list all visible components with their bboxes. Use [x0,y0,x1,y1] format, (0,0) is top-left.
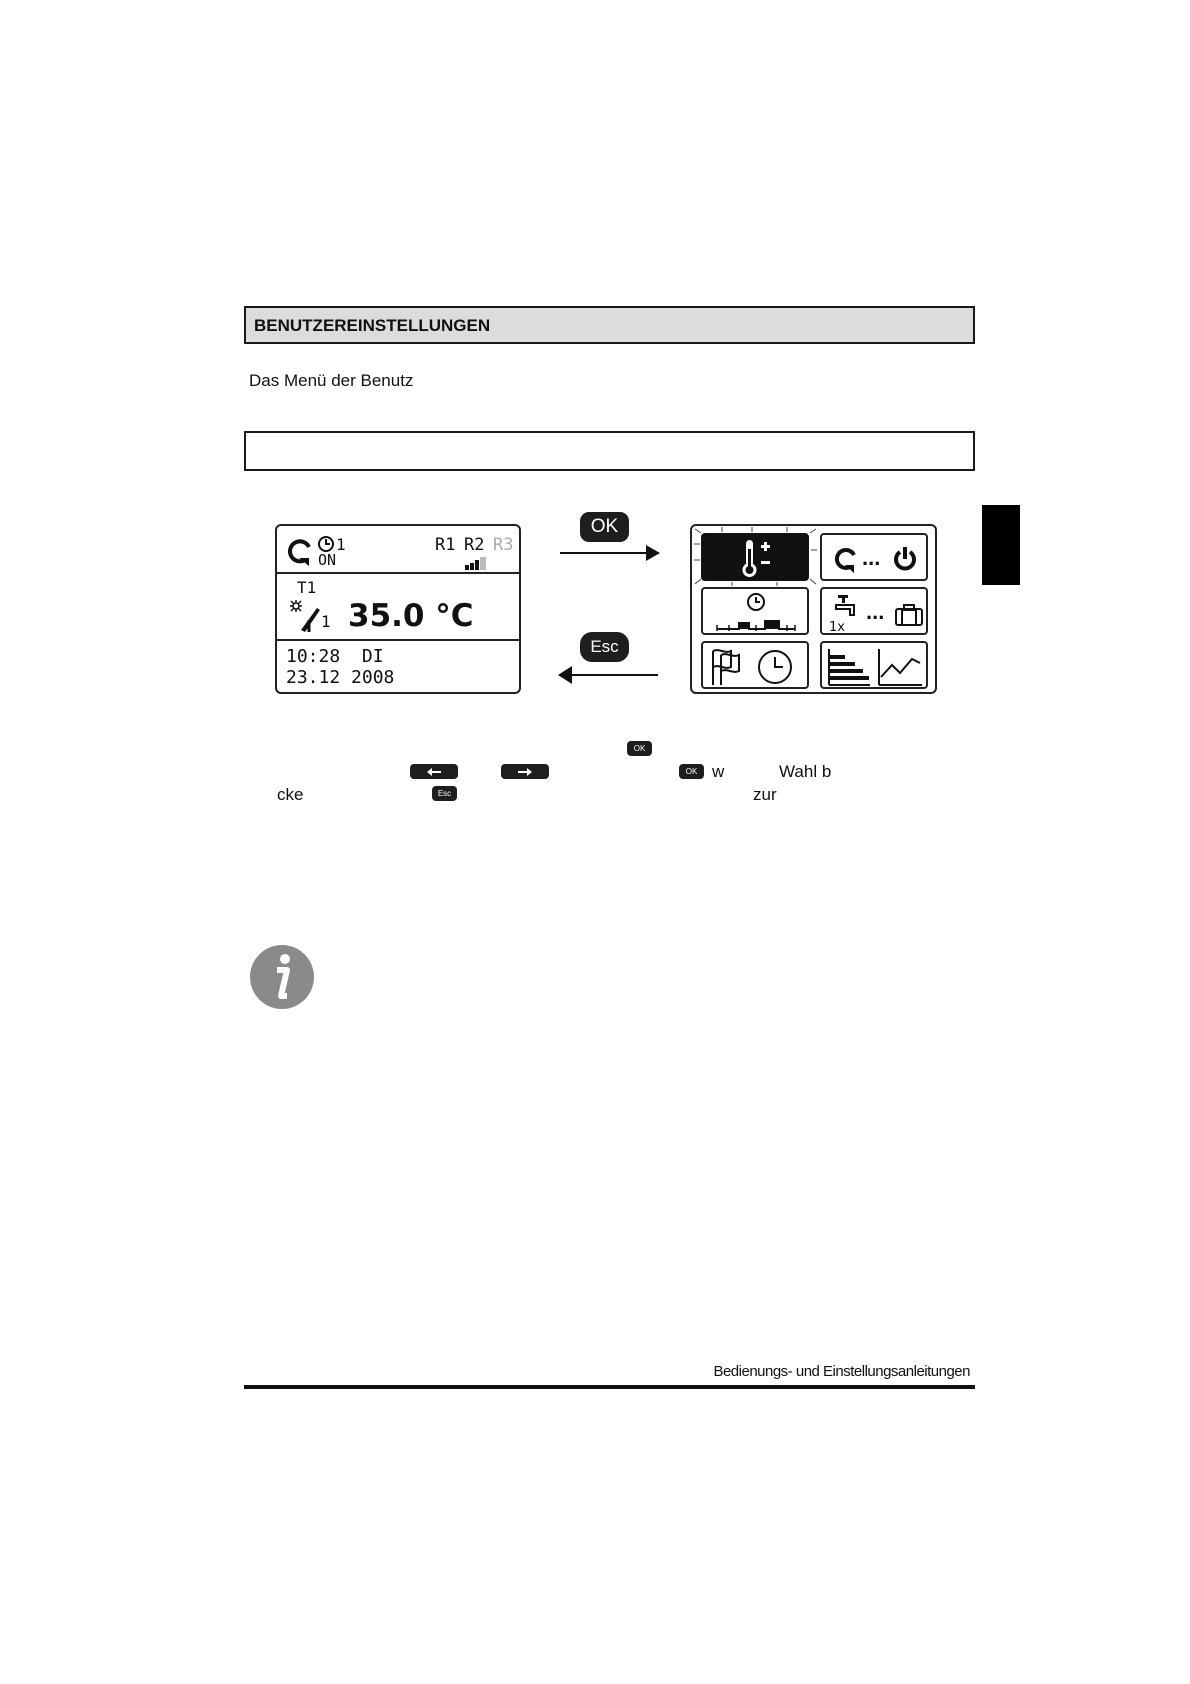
footer-text: Bedienungs- und Einstellungsanleitungen [713,1363,970,1380]
circulation-icon [832,545,860,573]
text-cke: cke [277,785,304,804]
divider-bottom [277,639,519,641]
arrow-right-icon [518,768,532,776]
arrow-left-icon [427,768,441,776]
suitcase-icon [894,603,924,627]
info-icon [249,944,315,1010]
menu-hot-water-holiday[interactable] [820,587,928,635]
collector-index: 1 [321,612,331,631]
temperature-value: 35.0 °C [348,598,474,634]
solar-collector-icon [287,598,323,632]
menu-display [690,524,937,694]
relay-r1: R1 [435,535,456,555]
ok-key-inline: OK [627,741,652,756]
footer-rule [244,1385,975,1389]
selection-rays-icon [692,526,820,588]
date: 23.12 2008 [286,667,395,688]
ellipsis: ... [862,545,881,570]
time-program-icon [709,591,803,633]
left-key-inline [410,764,458,779]
menu-statistics[interactable] [820,641,928,689]
esc-key[interactable]: Esc [580,632,629,662]
bar-chart-icon [826,647,872,687]
ellipsis: ... [866,599,885,624]
right-key-inline [501,764,549,779]
line-chart-icon [876,647,924,687]
text-w: w [712,762,725,781]
menu-functions[interactable] [701,641,809,689]
intro-text: Das Menü der Benutz [249,371,414,390]
arrow-left-icon [558,665,658,685]
ok-key-inline-2: OK [679,764,704,779]
relay-r2: R2 [464,535,485,555]
tap-icon [828,593,864,633]
power-icon [892,545,918,573]
status-on: ON [318,551,337,569]
sensor-label: T1 [297,578,317,597]
flags-clock-icon [707,645,807,687]
text-zur: zur [753,785,777,804]
text-wahl: Wahl b [779,762,832,781]
main-display [275,524,521,694]
chapter-tab [982,505,1020,585]
menu-operating-mode[interactable] [820,533,928,581]
relay-r3: R3 [493,535,514,555]
circulation-icon [285,536,315,566]
section-title: BENUTZEREINSTELLUNGEN [244,306,975,344]
status-index: 1 [336,535,346,554]
ok-key[interactable]: OK [580,512,629,542]
menu-time-program[interactable] [701,587,809,635]
time-day: 10:28 DI [286,646,384,667]
empty-box [244,431,975,471]
svg-text:1x: 1x [829,620,845,633]
arrow-right-icon [560,544,660,562]
esc-key-inline: Esc [432,786,457,801]
signal-level-icon [465,556,489,570]
divider-top [277,572,519,574]
